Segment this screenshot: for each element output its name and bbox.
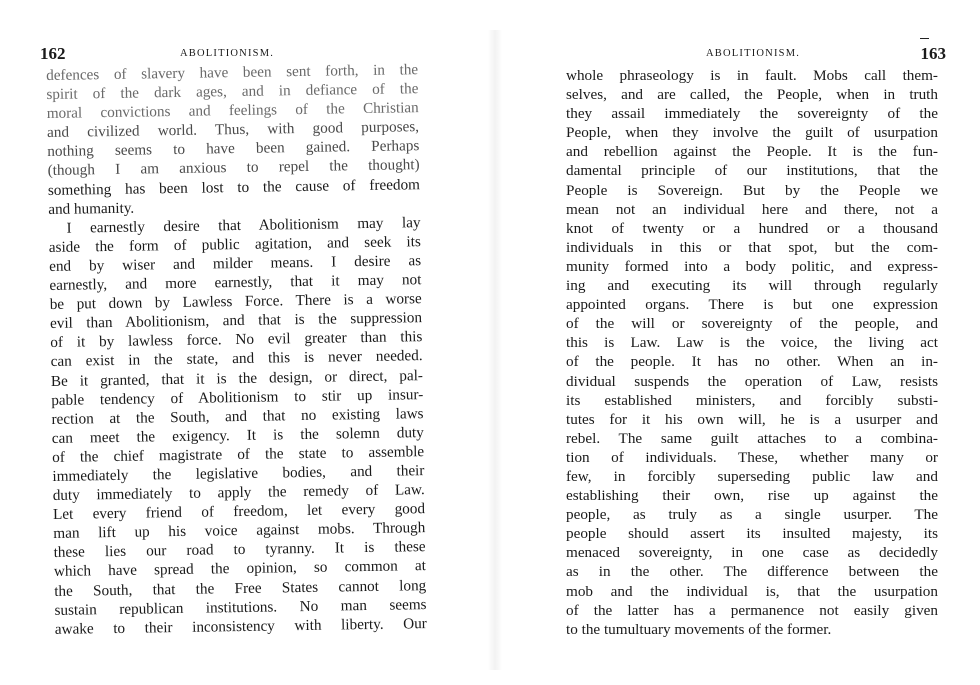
text-line: spirit of the dark ages, and in defiance of the: [46, 80, 419, 104]
left-page-number: 162: [40, 44, 66, 63]
text-line: earnestly, and more earnestly, that it may not: [49, 271, 422, 295]
text-line: this is Law. Law is the voice, the living act: [566, 334, 938, 352]
text-line: of the people. It has no other. When an in-: [566, 353, 938, 371]
text-line: tion of individuals. These, whether many or: [566, 448, 938, 466]
text-line: People, when they involve the guilt of usurpation: [566, 124, 938, 142]
text-line: which have spread the opinion, so common at: [53, 557, 427, 581]
text-line: can meet the exigency. It is the solemn duty: [51, 423, 424, 447]
text-line: whole phraseology is in fault. Mobs call them-: [566, 67, 938, 84]
text-line: mob and the individual is, that the usurpation: [566, 582, 938, 600]
right-page-number: 163: [920, 44, 946, 63]
text-line: ing and executing its will through regularly: [566, 277, 938, 295]
text-line: damental principle of our institutions, that the: [566, 162, 938, 180]
text-line: people should assert its insulted majesty, its: [566, 525, 938, 543]
text-line: people, as truly as a single usurper. The: [566, 506, 938, 524]
text-line: of the will or sovereignty of the people, and: [566, 315, 938, 333]
book-gutter: [488, 30, 502, 670]
text-line: defences of slavery have been sent forth, in the: [46, 61, 419, 84]
text-line: mean not an individual here and there, not a: [566, 200, 938, 218]
text-line: dividual suspends the operation of Law, resists: [566, 372, 938, 390]
text-line: individuals in this or that spot, but the com-: [566, 238, 938, 256]
left-page: [40, 0, 440, 685]
text-line: of the chief magistrate of the state to assemble: [52, 442, 425, 466]
left-page-text: [46, 60, 427, 639]
text-line: man lift up his voice against mobs. Through: [53, 519, 426, 543]
right-page-text: [566, 66, 938, 639]
text-line: to the tumultuary movements of the former.: [566, 620, 832, 638]
text-line: immediately the legislative bodies, and their: [52, 462, 425, 485]
text-line: and humanity.: [48, 199, 135, 218]
text-line: they assail immediately the sovereignty of the: [566, 105, 938, 123]
right-page-header: [566, 44, 944, 68]
text-line: its established ministers, and forcibly substi-: [566, 391, 938, 409]
text-line: knot of twenty or a hundred or a thousand: [566, 219, 938, 237]
text-line: nothing seems to have been gained. Perhaps: [47, 137, 420, 161]
text-line: and rebellion against the People. It is the fun-: [566, 143, 938, 161]
text-line: end by wiser and milder means. I desire as: [49, 252, 422, 275]
text-line: be put down by Lawless Force. There is a worse: [49, 290, 422, 314]
left-running-head: ABOLITIONISM.: [180, 48, 275, 59]
text-line: selves, and are called, the People, when in truth: [566, 86, 938, 104]
text-line: establishing their own, rise up against the: [566, 487, 938, 505]
text-line: as in the other. The difference between the: [566, 563, 938, 581]
text-line: of it by lawless force. No evil greater than this: [50, 328, 423, 352]
text-line: appointed organs. There is but one expression: [566, 296, 938, 314]
text-line: can exist in the state, and this is never needed.: [50, 347, 423, 371]
right-running-head: ABOLITIONISM.: [706, 48, 801, 59]
text-line: something has been lost to the cause of freedom: [47, 175, 421, 199]
text-line: the South, that the Free States cannot long: [54, 576, 427, 600]
text-line: these lies our road to tyranny. It is these: [53, 538, 426, 562]
text-line: evil than Abolitionism, and that is the suppression: [49, 309, 423, 333]
text-line: aside the form of public agitation, and seek its: [48, 232, 421, 256]
text-line: munity formed into a body politic, and express-: [566, 257, 938, 275]
text-line: rebel. The same guilt attaches to a combina-: [566, 429, 938, 447]
text-line: of the latter has a permanence not easily given: [566, 601, 938, 619]
text-line: tutes for it his own will, he is a usurper and: [566, 410, 938, 428]
text-line: pable tendency of Abolitionism to stir up insur-: [51, 385, 424, 409]
text-line: awake to their inconsistency with liberty. Our: [54, 614, 427, 638]
text-line: few, in forcibly superseding public law and: [566, 467, 938, 485]
text-line: and civilized world. Thus, with good purposes,: [46, 118, 420, 142]
text-line: (though I am anxious to repel the thought): [47, 156, 420, 180]
text-line: rection at the South, and that no existing laws: [51, 404, 424, 428]
text-line: Be it granted, that it is the design, or direct, pal-: [50, 366, 424, 390]
text-line: sustain republican institutions. No man seems: [54, 595, 427, 619]
text-line: moral convictions and feelings of the Christian: [46, 99, 419, 123]
text-line: menaced sovereignty, in one case as decidedly: [566, 544, 938, 562]
right-page: [566, 0, 944, 685]
text-line: I earnestly desire that Abolitionism may lay: [66, 213, 421, 237]
text-line: Let every friend of freedom, let every good: [52, 500, 426, 524]
text-line: People is Sovereign. But by the People we: [566, 181, 938, 199]
text-line: duty immediately to apply the remedy of Law.: [52, 481, 425, 505]
